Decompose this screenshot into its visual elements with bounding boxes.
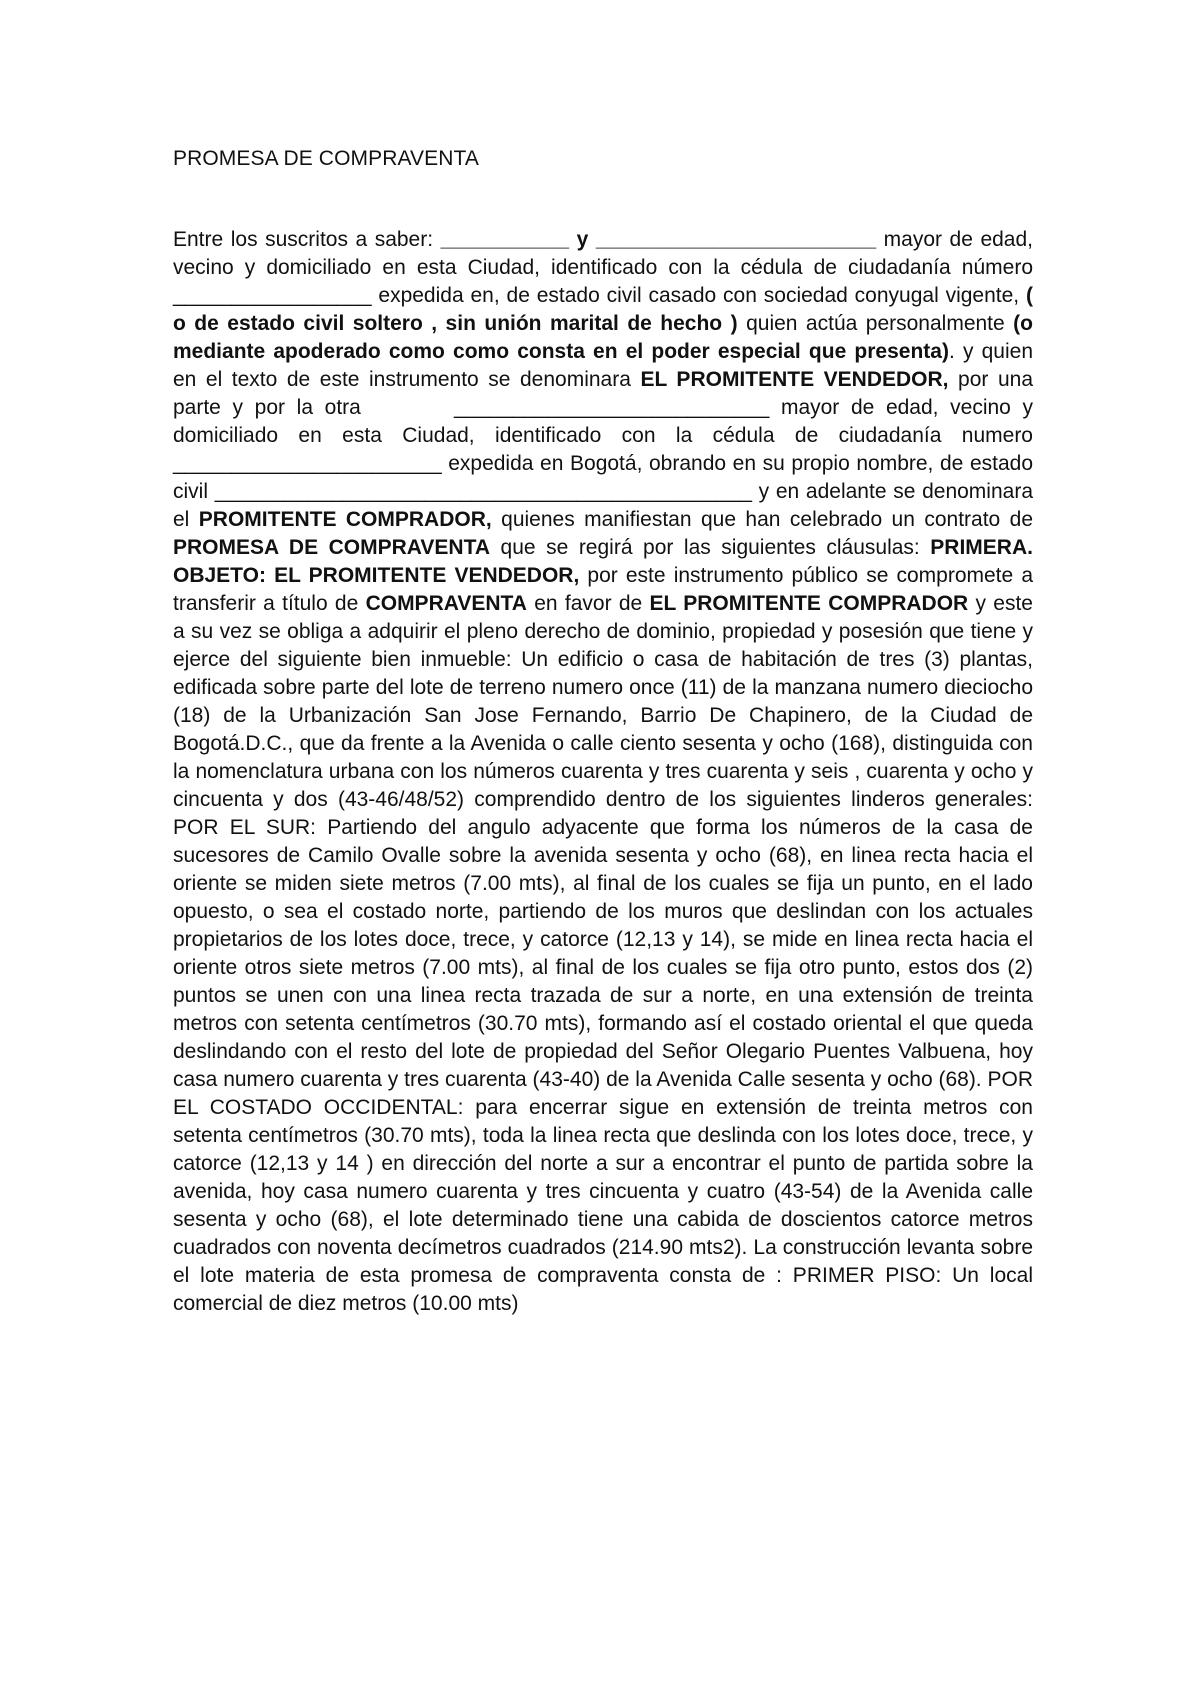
text-segment: mayor de edad, vecino y domiciliado en esta Ciudad, identificado con la cédula de ciudadanía número _________________ expedida en, de estado civil casado con sociedad conyugal vigente,: [173, 228, 1033, 307]
text-segment: y este a su vez se obliga a adquirir el pleno derecho de dominio, propiedad y posesión que tiene y ejerce del siguiente bien inmueble: Un edificio o casa de habitación de tres (3) plantas, edificada sobre parte del lote de terreno numero once (11) de la manzana numero dieciocho (18) de la Urbanización San Jose Fernando, Barrio De Chapinero, de la Ciudad de Bogotá.D.C., que da frente a la Avenida o calle ciento sesenta y ocho (168), distinguida con la nomenclatura urbana con los números cuarenta y tres cuarenta y seis , cuarenta y ocho y cincuenta y dos (43-46/48/52) comprendido dentro de los siguientes linderos generales: POR EL SUR: Partiendo del angulo adyacente que forma los números de la casa de sucesores de Camilo Ovalle sobre la avenida sesenta y ocho (68), en linea recta hacia el oriente se miden siete metros (7.00 mts), al final de los cuales se fija un punto, en el lado opuesto, o sea el costado norte, partiendo de los muros que deslindan con los actuales propietarios de los lotes doce, trece, y catorce (12,13 y 14), se mide en linea recta hacia el oriente otros siete metros (7.00 mts), al final de los cuales se fija otro punto, estos dos (2) puntos se unen con una linea recta trazada de sur a norte, en una extensión de treinta metros con setenta centímetros (30.70 mts), formando así el costado oriental el que queda deslindando con el resto del lote de propiedad del Señor Olegario Puentes Valbuena, hoy casa numero cuarenta y tres cuarenta (43-40) de la Avenida Calle sesenta y ocho (68). POR EL COSTADO OCCIDENTAL: para encerrar sigue en extensión de treinta metros con setenta centímetros (30.70 mts), toda la linea recta que deslinda con los lotes doce, trece, y catorce (12,13 y 14 ) en dirección del norte a sur a encontrar el punto de partida sobre la avenida, hoy casa numero cuarenta y tres cincuenta y cuatro (43-54) de la Avenida calle sesenta y ocho (68), el lote determinado tiene una cabida de doscientos catorce metros cuadrados con noventa decímetros cuadrados (214.90 mts2). La construcción levanta sobre el lote materia de esta promesa de compraventa consta de : PRIMER PISO: Un local comercial de diez metros (10.00 mts): [173, 592, 1033, 1315]
contract-body: [173, 226, 1033, 1318]
document-title: PROMESA DE COMPRAVENTA: [173, 147, 479, 170]
text-segment: . y quien en el texto de este instrumento se denominara: [173, 340, 1034, 391]
text-segment-bold: EL PROMITENTE VENDEDOR,: [640, 368, 949, 391]
text-segment: que se regirá por las siguientes cláusulas:: [490, 536, 931, 559]
text-segment-bold: PROMESA DE COMPRAVENTA: [173, 536, 491, 559]
text-segment-bold: (o mediante apoderado como como consta en el poder especial que presenta): [173, 312, 1033, 363]
text-segment: en favor de: [526, 592, 650, 615]
text-segment-bold: PRIMERA. OBJETO: EL PROMITENTE VENDEDOR,: [173, 536, 1033, 587]
text-segment-bold: ___________ y ________________________: [440, 228, 884, 251]
text-segment-bold: EL PROMITENTE COMPRADOR: [649, 592, 969, 615]
text-segment-bold: COMPRAVENTA: [365, 592, 527, 615]
text-segment: por una parte y por la otra ___________________________ mayor de edad, vecino y domiciliado en esta Ciudad, identificado con la cédula de ciudadanía numero _______________________ expedida en Bogotá, obrando en su propio nombre, de estado civil ______________________________________________ y en adelante se denominara el: [173, 368, 1033, 531]
text-segment-bold: ( o de estado civil soltero , sin unión marital de hecho ): [173, 284, 1033, 335]
text-segment: Entre los suscritos a saber:: [173, 228, 441, 251]
text-segment: por este instrumento público se compromete a transferir a título de: [173, 564, 1033, 615]
text-segment: quienes manifiestan que han celebrado un contrato de: [491, 508, 1033, 531]
text-segment-bold: PROMITENTE COMPRADOR,: [198, 508, 492, 531]
text-segment: quien actúa personalmente: [737, 312, 1014, 335]
